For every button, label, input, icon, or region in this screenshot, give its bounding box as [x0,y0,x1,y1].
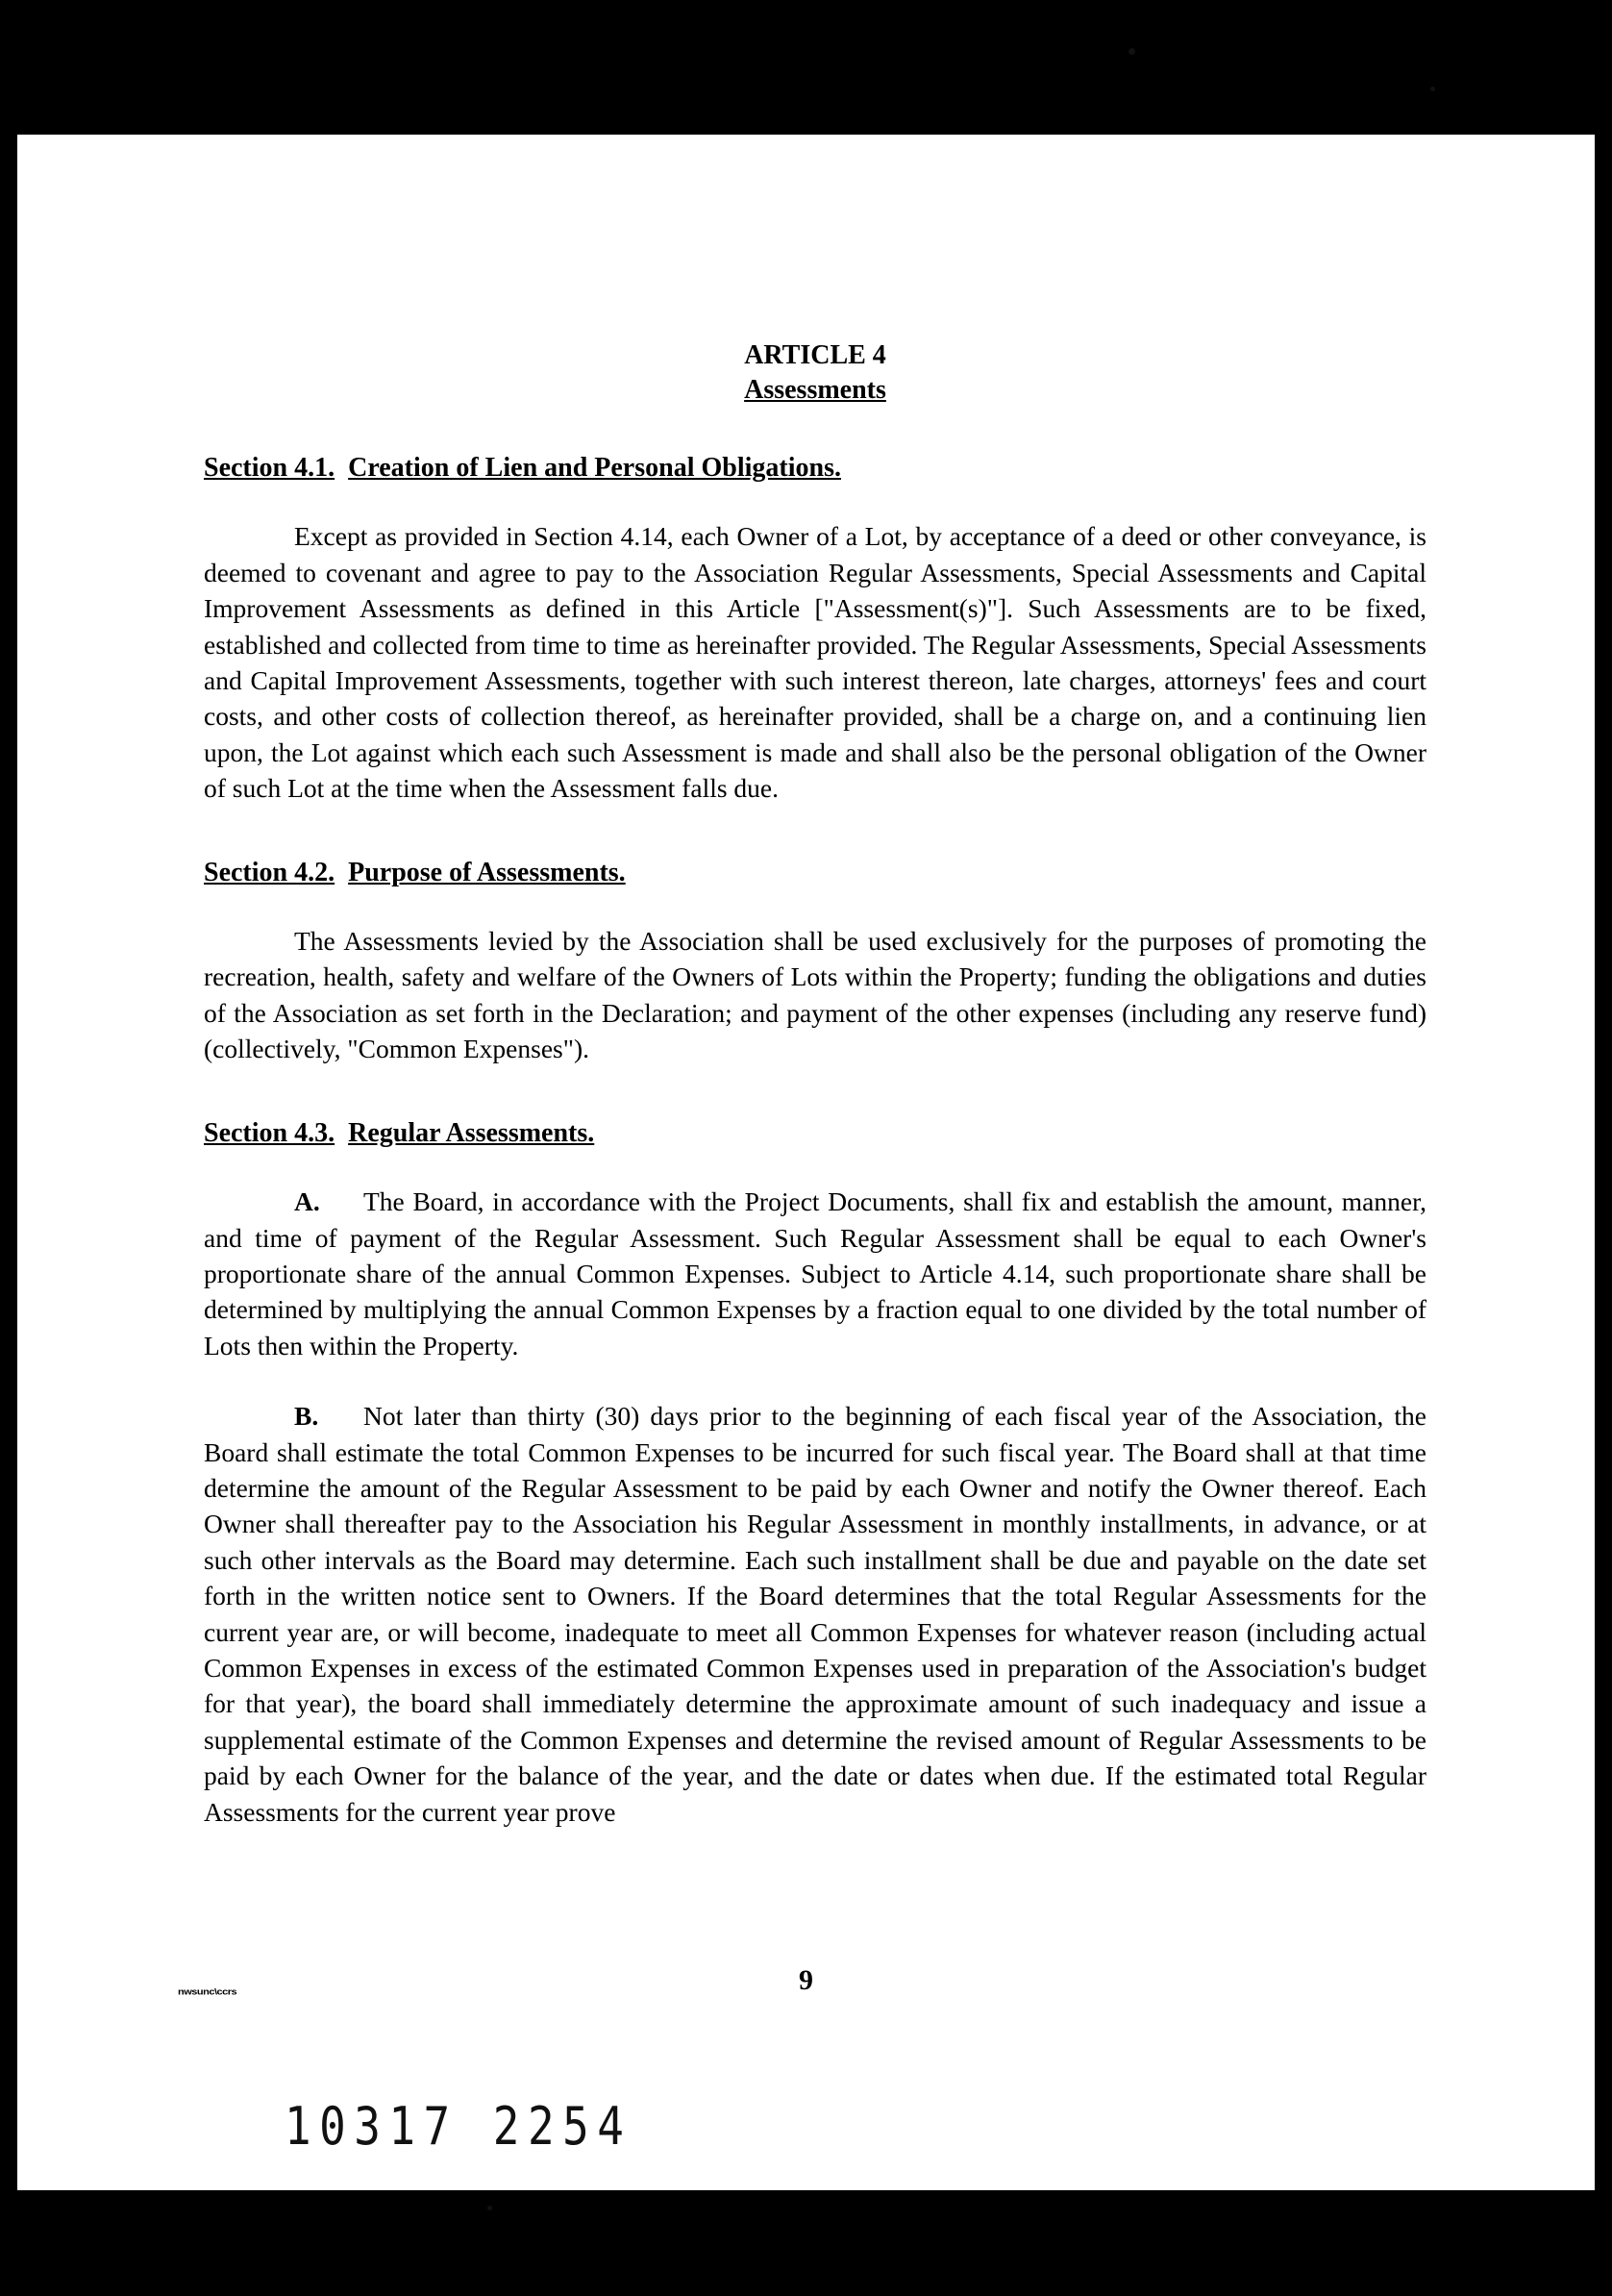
document-body [204,338,1426,1830]
scan-border-top [0,121,1612,129]
scan-speck [1430,87,1435,91]
subsection-paragraph [204,1184,1426,1363]
section-number: Section 4.3. [204,1117,335,1148]
article-subtitle: Assessments [744,375,886,405]
article-title: ARTICLE 4 [744,340,886,370]
subsection-paragraph [204,1398,1426,1830]
section-heading [204,450,1426,486]
section-title: Creation of Lien and Personal Obligations. [348,453,841,483]
subsection-label: B. [294,1401,319,1432]
section-title: Purpose of Assessments. [348,857,626,887]
section-paragraph: The Assessments levied by the Association shall be used exclusively for the purposes of promoting the recreation, health, safety and welfare of the Owners of Lots within the Property; funding the obligations and duties of the Association as set forth in the Declaration; and payment of the other expenses (including any reserve fund) (collectively, "Common Expenses"). [204,926,1426,1064]
recording-stamp: 10317 2254 [285,2096,632,2157]
section-number: Section 4.2. [204,857,335,887]
scan-speck [487,2206,492,2210]
page-number: 9 [799,1964,813,1996]
scan-speck [1128,48,1135,55]
document-page [17,135,1595,2190]
footer-file-code: nwsunc\ccrs [178,1987,237,1997]
subsection-text: Not later than thirty (30) days prior to the beginning of each fiscal year of the Association, the Board shall estimate the total Common Expenses to be incurred for such fiscal year. The Board shall at that time determine the amount of the Regular Assessment to be paid by each Owner and notify the Owner thereof. Each Owner shall thereafter pay to the Association his Regular Assessment in monthly installments, in advance, or at such other intervals as the Board may determine. Each such installment shall be due and payable on the date set forth in the written notice sent to Owners. If the Board determines that the total Regular Assessments for the current year are, or will become, inadequate to meet all Common Expenses for whatever reason (including actual Common Expenses in excess of the estimated Common Expenses used in preparation of the Association's budget for that year), the board shall immediately determine the approximate amount of such inadequacy and issue a supplemental estimate of the Common Expenses and determine the revised amount of Regular Assessments to be paid by each Owner for the balance of the year, and the date or dates when due. If the estimated total Regular Assessments for the current year prove [204,1401,1426,1827]
section-heading [204,1115,1426,1151]
article-heading [204,338,1426,408]
section-paragraph: Except as provided in Section 4.14, each Owner of a Lot, by acceptance of a deed or other conveyance, is deemed to covenant and agree to pay to the Association Regular Assessments, Special Assessments and Capital Improvement Assessments as defined in this Article ["Assessment(s)"]. Such Assessments are to be fixed, established and collected from time to time as hereinafter provided. The Regular Assessments, Special Assessments and Capital Improvement Assessments, together with such interest thereon, late charges, attorneys' fees and court costs, and other costs of collection thereof, as hereinafter provided, shall be a charge on, and a continuing lien upon, the Lot against which each such Assessment is made and shall also be the personal obligation of the Owner of such Lot at the time when the Assessment falls due. [204,521,1426,804]
section-heading [204,855,1426,890]
subsection-text: The Board, in accordance with the Project Documents, shall fix and establish the amount, manner, and time of payment of the Regular Assessment. Such Regular Assessment shall be equal to each Owner's proportionate share of the annual Common Expenses. Subject to Article 4.14, such proportionate share shall be determined by multiplying the annual Common Expenses by a fraction equal to one divided by the total number of Lots then within the Property. [204,1186,1426,1360]
section-number: Section 4.1. [204,453,335,483]
subsection-label: A. [294,1186,320,1217]
section-title: Regular Assessments. [348,1117,595,1148]
